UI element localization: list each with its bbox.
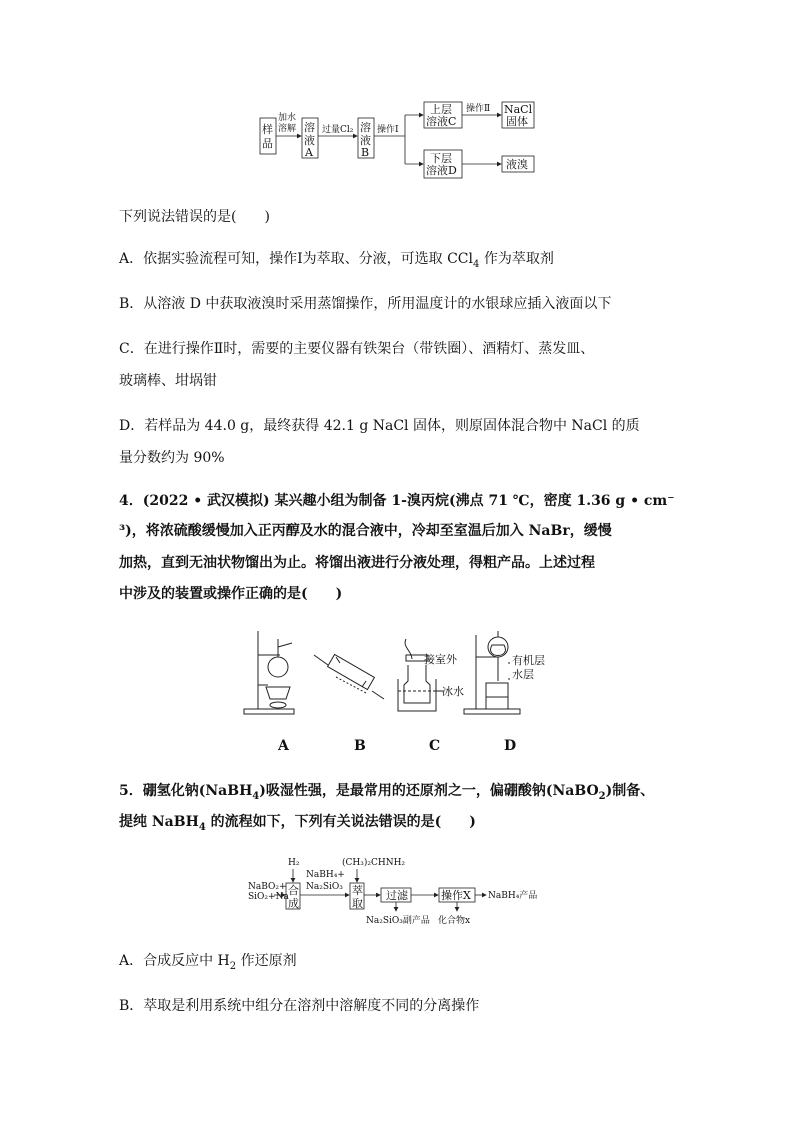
apparatus-c-ice-bath [398, 639, 444, 711]
flow-diagram-nabh4 [246, 853, 556, 929]
flow2-reactants-2: SiO₂+Na [248, 892, 289, 902]
flow1-bromine: 液溴 [506, 158, 528, 171]
q3-option-a-text: A．依据实验流程可知，操作Ⅰ为萃取、分液，可选取 CCl [119, 251, 473, 267]
flow2-extract-1: 萃 [352, 884, 363, 897]
flow1-nacl-2: 固体 [506, 115, 528, 128]
flow1-sample-2: 品 [262, 137, 273, 150]
flow1-solA-3: A [305, 146, 313, 159]
q5-line2-pre: 提纯 NaBH [119, 814, 199, 830]
q3-option-c-line1: C．在进行操作Ⅱ时，需要的主要仪器有铁架台（带铁圈）、酒精灯、蒸发皿、 [119, 341, 595, 357]
label-outdoor: 接室外 [424, 653, 457, 666]
q5-line1-sub2: 2 [598, 790, 606, 802]
flow2-opx: 操作X [441, 889, 471, 902]
flow2-compoundx: 化合物x [438, 916, 471, 926]
flow1-sample-1: 样 [262, 123, 273, 136]
flow1-upper-2: 溶液C [426, 115, 457, 128]
flow1-lower-2: 溶液D [426, 164, 457, 177]
q5-line1 [119, 781, 654, 807]
flow1-lower-1: 下层 [430, 152, 452, 165]
flow1-upper-1: 上层 [430, 103, 452, 116]
q4-line2: ³)，将浓硫酸缓慢加入正丙醇及水的混合液中，冷却至室温后加入 NaBr，缓慢 [119, 523, 612, 539]
q5-line1-pre: 5．硼氢化钠(NaBH [119, 783, 253, 799]
q5-line1-mid: )吸湿性强，是最常用的还原剂之一，偏硼酸钠(NaBO [259, 783, 599, 799]
q5-line1-post: )制备、 [605, 783, 655, 799]
q5-option-b: B．萃取是利用系统中组分在溶剂中溶解度不同的分离操作 [119, 998, 480, 1014]
flow2-extract-2: 取 [352, 897, 363, 910]
flow1-op1: 操作Ⅰ [377, 125, 399, 135]
flow1-step1-label-2: 溶解 [278, 124, 297, 134]
q5-line2-sub: 4 [198, 821, 206, 833]
flow1-solB-1: 溶 [360, 121, 371, 134]
flow2-synth-2: 成 [288, 897, 299, 910]
label-organic-layer: 有机层 [512, 654, 545, 667]
q4-line4: 中涉及的装置或操作正确的是( ) [119, 586, 343, 602]
apparatus-b-condenser [314, 654, 384, 699]
flow2-mid-2: Na₂SiO₃ [306, 882, 343, 892]
flow2-byproduct: Na₂SiO₃副产品 [366, 916, 430, 926]
flow1-solB-3: B [361, 146, 370, 159]
flow1-step1-label-1: 加水 [278, 113, 297, 123]
flow1-solB-2: 液 [360, 134, 371, 147]
q5-line2-post: 的流程如下，下列有关说法错误的是( ) [205, 814, 476, 830]
flow2-product: NaBH₄产品 [488, 891, 538, 901]
q3-option-d-line1: D．若样品为 44.0 g，最终获得 42.1 g NaCl 固体，则原固体混合物中 NaCl 的质 [119, 418, 640, 434]
apparatus-figure [236, 625, 566, 720]
q5-option-a-post: 作还原剂 [236, 953, 297, 969]
label-water-layer: 水层 [512, 668, 534, 681]
q3-option-c-line2: 玻璃棒、坩埚钳 [119, 373, 217, 389]
flow2-synth-1: 合 [288, 884, 299, 897]
q3-option-b: B．从溶液 D 中获取液溴时采用蒸馏操作，所用温度计的水银球应插入液面以下 [119, 296, 612, 312]
q5-line2 [119, 812, 476, 838]
flow1-solA-2: 液 [304, 134, 315, 147]
flow2-amine: (CH₃)₂CHNH₂ [342, 858, 406, 868]
q5-option-a [119, 951, 297, 977]
flow1-nacl-1: NaCl [504, 103, 533, 116]
flow1-op2: 操作Ⅱ [466, 104, 491, 114]
flow2-h2: H₂ [288, 858, 300, 868]
label-icewater: 冰水 [442, 685, 464, 698]
flow-diagram-bromine-extraction [250, 96, 550, 186]
flow2-mid-1: NaBH₄+ [306, 870, 345, 880]
q5-option-a-sub: 2 [229, 960, 237, 972]
caption-b: B [354, 738, 366, 754]
q3-option-d-line2: 量分数约为 90% [119, 450, 225, 466]
q4-line3: 加热，直到无油状物馏出为止。将馏出液进行分液处理，得粗产品。上述过程 [119, 555, 595, 571]
q3-option-a [119, 249, 554, 275]
flow1-step2-label: 过量Cl₂ [322, 125, 354, 135]
q5-line1-sub1: 4 [252, 790, 260, 802]
q5-option-a-text: A．合成反应中 H [119, 953, 230, 969]
caption-a: A [278, 738, 289, 754]
q3-stem: 下列说法错误的是( ) [119, 209, 270, 225]
apparatus-a-distillation-flask [244, 631, 294, 714]
q3-option-a-post: 作为萃取剂 [479, 251, 554, 267]
q3-option-a-sub: 4 [473, 258, 480, 270]
caption-d: D [504, 738, 517, 754]
flow1-solA-1: 溶 [304, 121, 315, 134]
q4-line1: 4．(2022 • 武汉模拟) 某兴趣小组为制备 1-溴丙烷(沸点 71 ℃，密度 1.36 g • cm⁻ [119, 493, 675, 509]
flow2-reactants-1: NaBO₂+ [248, 882, 287, 892]
flow2-filter: 过滤 [386, 889, 408, 902]
caption-c: C [429, 738, 441, 754]
